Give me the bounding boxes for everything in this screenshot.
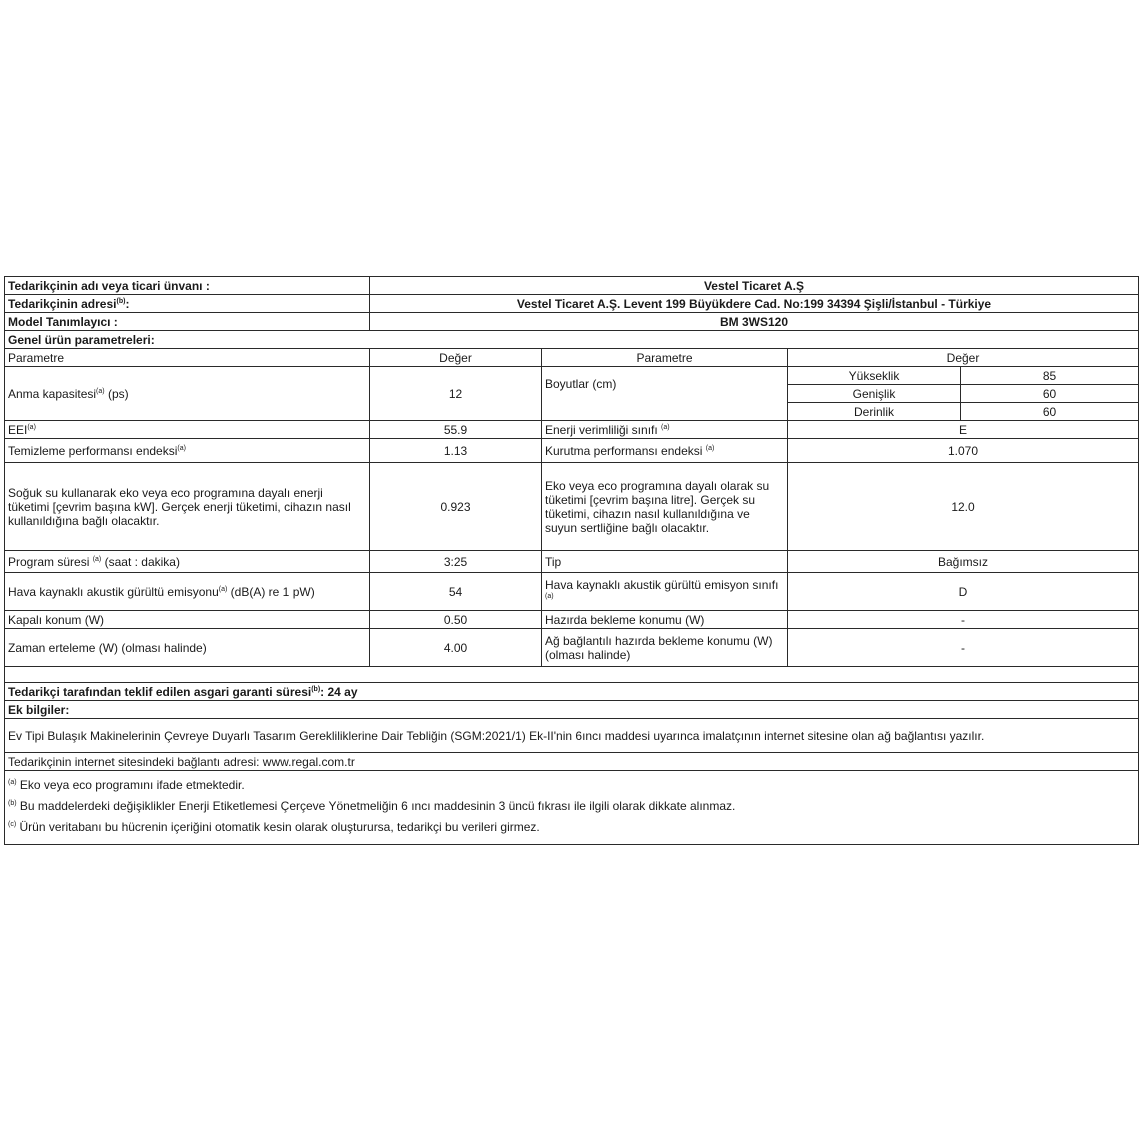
noise-class-value: D	[788, 573, 1139, 611]
eei-label: EEI$^{(a)}$	[5, 421, 370, 439]
footnote-c: $^{(c)}$ Ürün veritabanı bu hücrenin içeriğini otomatik kesin olarak oluşturursa, tedarikçi bu verileri girmez.	[8, 820, 540, 834]
footnote-a: $^{(a)}$ Eko veya eco programını ifade etmektedir.	[8, 778, 245, 792]
network-standby-value: -	[788, 629, 1139, 667]
model-value: BM 3WS120	[370, 313, 1139, 331]
model-label: Model Tanımlayıcı :	[5, 313, 370, 331]
noise-label: Hava kaynaklı akustik gürültü emisyonu$^{(a)}$ (dB(A) re 1 pW)	[5, 573, 370, 611]
delay-start-label: Zaman erteleme (W) (olması halinde)	[5, 629, 370, 667]
spacer-row	[5, 667, 1139, 683]
off-mode-label: Kapalı konum (W)	[5, 611, 370, 629]
delay-start-value: 4.00	[370, 629, 542, 667]
value-header-2: Değer	[788, 349, 1139, 367]
energy-class-value: E	[788, 421, 1139, 439]
supplier-address-value: Vestel Ticaret A.Ş. Levent 199 Büyükdere Cad. No:199 34394 Şişli/İstanbul - Türkiye	[370, 295, 1139, 313]
drying-label: Kurutma performansı endeksi $^{(a)}$	[542, 439, 788, 463]
param-header-1: Parametre	[5, 349, 370, 367]
water-consumption-label: Eko veya eco programına dayalı olarak su tüketimi [çevrim başına litre]. Gerçek su tüketimi, cihazın nasıl kullanıldığına ve suyun sertliğine bağlı olacaktır.	[542, 463, 788, 551]
noise-value: 54	[370, 573, 542, 611]
noise-class-label: Hava kaynaklı akustik gürültü emisyon sınıfı $^{(a)}$	[542, 573, 788, 611]
supplier-name-value: Vestel Ticaret A.Ş	[370, 277, 1139, 295]
program-duration-label: Program süresi $^{(a)}$ (saat : dakika)	[5, 551, 370, 573]
value-header-1: Değer	[370, 349, 542, 367]
regulation-text: Ev Tipi Bulaşık Makinelerinin Çevreye Duyarlı Tasarım Gerekliliklerine Dair Tebliğin (SGM:2021/1) Ek-II'nin 6ıncı maddesi uyarınca imalatçının internet sitesine olan ağ bağlantısı yazılır.	[5, 719, 1139, 753]
off-mode-value: 0.50	[370, 611, 542, 629]
type-value: Bağımsız	[788, 551, 1139, 573]
eei-value: 55.9	[370, 421, 542, 439]
footnote-b: $^{(b)}$ Bu maddelerdeki değişiklikler Enerji Etiketlemesi Çerçeve Yönetmeliğin 6 ıncı maddesinin 3 üncü fıkrası ile ilgili olarak dikkate alınmaz.	[8, 799, 736, 813]
energy-class-label: Enerji verimliliği sınıfı $^{(a)}$	[542, 421, 788, 439]
drying-value: 1.070	[788, 439, 1139, 463]
website-text: Tedarikçinin internet sitesindeki bağlantı adresi: www.regal.com.tr	[5, 753, 1139, 771]
product-info-sheet	[4, 276, 1139, 845]
supplier-address-label: Tedarikçinin adresi$^{(b)}$:	[5, 295, 370, 313]
param-header-2: Parametre	[542, 349, 788, 367]
capacity-value: 12	[370, 367, 542, 421]
height-label: Yükseklik	[788, 367, 961, 385]
supplier-name-label: Tedarikçinin adı veya ticari ünvanı :	[5, 277, 370, 295]
cleaning-value: 1.13	[370, 439, 542, 463]
additional-info-label: Ek bilgiler:	[5, 701, 1139, 719]
width-label: Genişlik	[788, 385, 961, 403]
network-standby-label: Ağ bağlantılı hazırda bekleme konumu (W) (olması halinde)	[542, 629, 788, 667]
type-label: Tip	[542, 551, 788, 573]
warranty-row: Tedarikçi tarafından teklif edilen asgari garanti süresi$^{(b)}$: 24 ay	[5, 683, 1139, 701]
capacity-label: Anma kapasitesi$^{(a)}$ (ps)	[5, 367, 370, 421]
dimensions-label: Boyutlar (cm)	[542, 367, 788, 421]
height-value: 85	[961, 367, 1139, 385]
width-value: 60	[961, 385, 1139, 403]
energy-consumption-label: Soğuk su kullanarak eko veya eco programına dayalı enerji tüketimi [çevrim başına kW]. Gerçek enerji tüketimi, cihazın nasıl kullanıldığına bağlı olacaktır.	[5, 463, 370, 551]
program-duration-value: 3:25	[370, 551, 542, 573]
general-params-label: Genel ürün parametreleri:	[5, 331, 1139, 349]
footnotes	[5, 771, 1139, 845]
energy-consumption-value: 0.923	[370, 463, 542, 551]
standby-label: Hazırda bekleme konumu (W)	[542, 611, 788, 629]
depth-label: Derinlik	[788, 403, 961, 421]
cleaning-label: Temizleme performansı endeksi$^{(a)}$	[5, 439, 370, 463]
standby-value: -	[788, 611, 1139, 629]
water-consumption-value: 12.0	[788, 463, 1139, 551]
depth-value: 60	[961, 403, 1139, 421]
